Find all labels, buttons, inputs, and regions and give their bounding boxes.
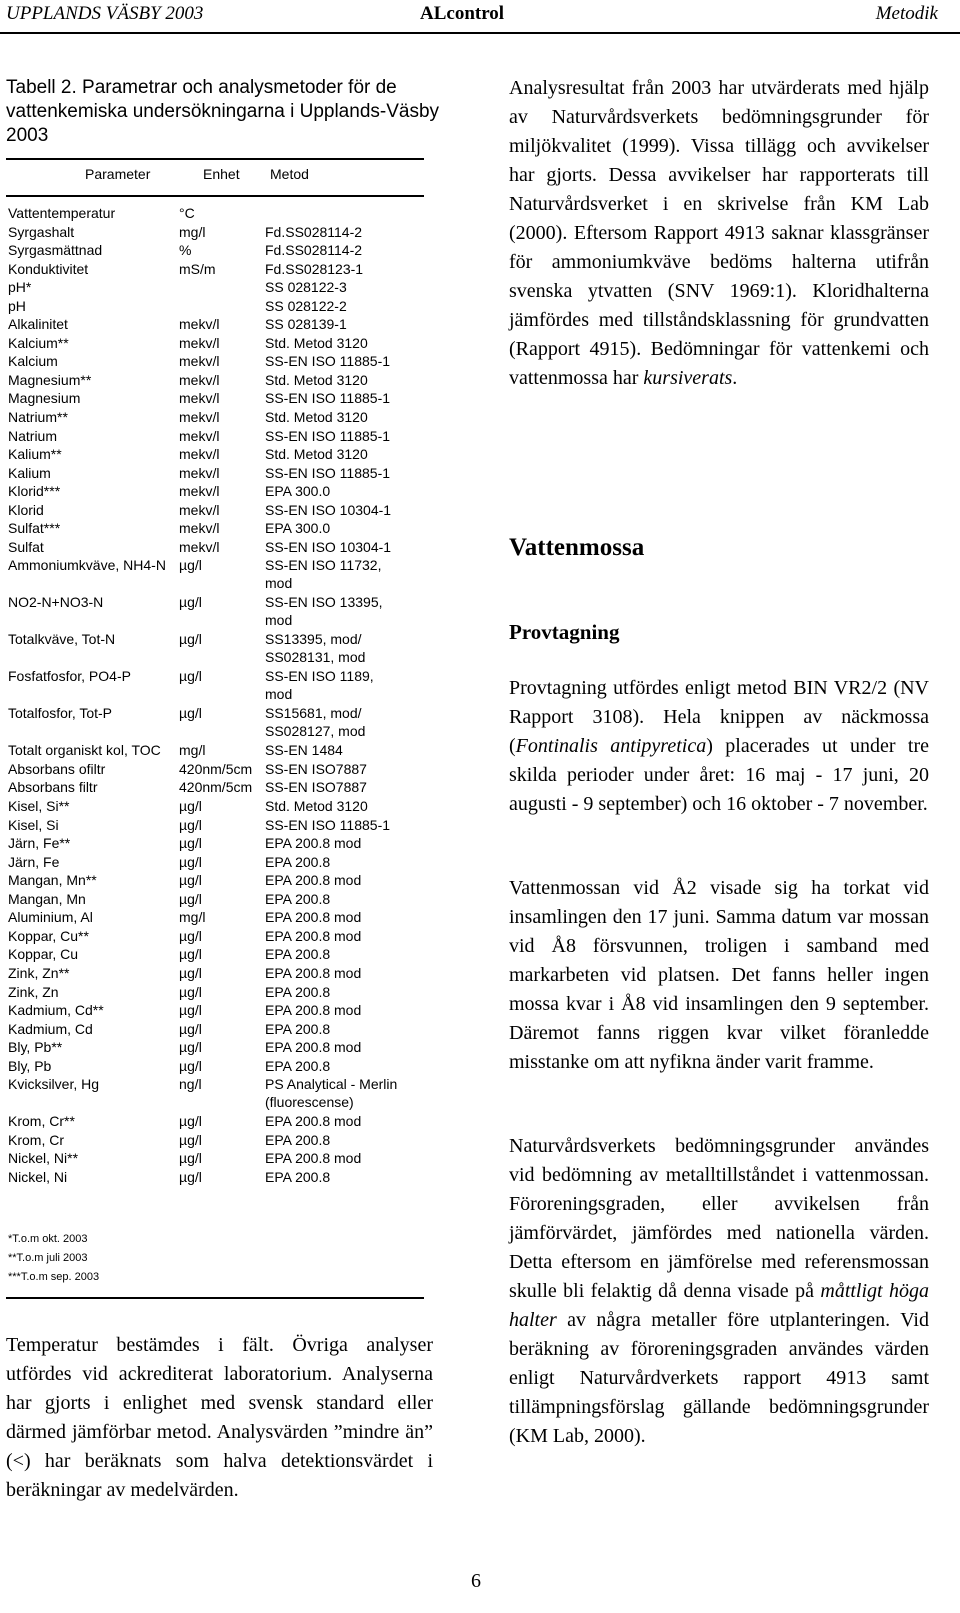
- table-row: [8, 1132, 438, 1151]
- method-cell: EPA 200.8: [265, 983, 331, 1000]
- table-row: [8, 316, 438, 335]
- param-cell: Kalcium: [8, 353, 58, 370]
- table-row: [8, 1058, 438, 1077]
- header-method: Metod: [270, 166, 309, 182]
- unit-cell: mekv/l: [179, 520, 220, 537]
- method-cell: SS13395, mod/: [265, 631, 362, 648]
- param-cell: Kisel, Si: [8, 816, 59, 833]
- unit-cell: mekv/l: [179, 409, 220, 426]
- table-row: [8, 909, 438, 928]
- param-cell: pH: [8, 297, 26, 314]
- method-cell: SS-EN ISO 13395,: [265, 594, 383, 611]
- method-cell: EPA 200.8: [265, 1057, 331, 1074]
- header-left: UPPLANDS VÄSBY 2003: [6, 3, 204, 24]
- intro-italic: kursiverats: [643, 367, 733, 389]
- method-cell: EPA 300.0: [265, 520, 331, 537]
- param-cell: Klorid: [8, 501, 44, 518]
- table-row: [8, 1002, 438, 1021]
- method-cell: Std. Metod 3120: [265, 446, 368, 463]
- unit-cell: mekv/l: [179, 390, 220, 407]
- table-row: [8, 965, 438, 984]
- table-row: [8, 1169, 438, 1188]
- unit-cell: °C: [179, 205, 195, 221]
- note: *T.o.m okt. 2003: [8, 1233, 88, 1245]
- unit-cell: µg/l: [179, 1057, 202, 1074]
- method-cell: EPA 200.8 mod: [265, 1113, 362, 1130]
- table-row: [8, 390, 438, 409]
- method-cell: SS-EN ISO 11885-1: [265, 816, 391, 833]
- intro-text: Analysresultat från 2003 har utvärderats med hjälp av Naturvårdsverkets bedömningsgrunder för miljökvalitet (1999). Vissa tillägg och avvikelser har gjorts. Dessa avvikelser har rapporterats till Naturvårdsverket i en skrivelse från KM Lab (2000). Eftersom Rapport 4913 saknar klassgränser för ammoniumkväve bedöms halterna utifrån svenska ytvatten (SNV 1969:1). Kloridhalterna jämfördes med tillståndsklassning för grundvatten (Rapport 4915). Bedömningar för vattenkemi och vattenmossa har: [509, 77, 929, 389]
- param-cell: Koppar, Cu**: [8, 927, 89, 944]
- param-cell: Mangan, Mn: [8, 890, 86, 907]
- method-cell: Std. Metod 3120: [265, 798, 368, 815]
- method-cell: EPA 200.8: [265, 1168, 331, 1185]
- param-cell: Järn, Fe**: [8, 835, 71, 852]
- param-cell: Totalfosfor, Tot-P: [8, 705, 113, 722]
- table-bottom-rule: [6, 1297, 424, 1299]
- param-cell: Magnesium: [8, 390, 81, 407]
- table-row: [8, 798, 438, 817]
- method-cell: EPA 200.8: [265, 890, 331, 907]
- method-cell: SS 028122-2: [265, 297, 347, 314]
- table-row: [8, 242, 438, 261]
- method-cell: EPA 200.8 mod: [265, 872, 362, 889]
- method-cell: Fd.SS028114-2: [265, 223, 363, 240]
- p1-italic: Fontinalis antipyretica: [515, 735, 707, 757]
- table-notes: [8, 1230, 99, 1287]
- table-row: [8, 372, 438, 391]
- table-row: [8, 261, 438, 280]
- p3-a: Naturvårdsverkets bedömningsgrunder användes vid bedömning av metalltillståndet i vattenmossan. Föroreningsgraden, eller avvikelsen från jämförvärdet, jämfördes med nationella värden. Detta eftersom en jämförelse med referensmossan skulle bli felaktig då denna visade på: [509, 1135, 929, 1302]
- moss-paragraph: Vattenmossan vid Å2 visade sig ha torkat vid insamlingen den 17 juni. Samma datum var mossan vid Å8 försvunnen, troligen i samband med markarbeten vid platsen. Det fanns heller ingen mossa kvar i Å8 vid insamlingen den 9 september. Däremot fanns riggen kvar vilket föranledde misstanke om att nyfikna änder varit framme.: [509, 877, 929, 1073]
- table-row: [8, 835, 438, 854]
- page-header: [0, 0, 960, 34]
- unit-cell: mg/l: [179, 909, 206, 926]
- param-cell: Krom, Cr**: [8, 1113, 75, 1130]
- method-cell: EPA 200.8 mod: [265, 1002, 362, 1019]
- method-cell: Fd.SS028123-1: [265, 260, 364, 277]
- method-cell: SS 028122-3: [265, 279, 347, 296]
- method-cell: SS-EN ISO 11885-1: [265, 427, 391, 444]
- p3-b: av några metaller före utplanteringen. Vid beräkning av föroreningsgraden användes värden enligt Naturvårdverkets rapport 4913 samt tillämpningsförslag gällande bedömningsgrunder (KM Lab, 2000).: [509, 1309, 929, 1447]
- method-cell: EPA 300.0: [265, 483, 331, 500]
- parameter-table: [8, 205, 438, 1187]
- intro-end: .: [732, 367, 738, 389]
- param-cell: Natrium: [8, 427, 58, 444]
- method-cell: SS-EN ISO 11885-1: [265, 390, 391, 407]
- param-cell: pH*: [8, 279, 32, 296]
- sampling-paragraph: [509, 674, 929, 819]
- unit-cell: µg/l: [179, 631, 202, 648]
- method-cell: SS15681, mod/: [265, 705, 362, 722]
- table-top-rule: [6, 158, 424, 160]
- unit-cell: µg/l: [179, 557, 202, 574]
- unit-cell: µg/l: [179, 798, 202, 815]
- param-cell: Kisel, Si**: [8, 798, 70, 815]
- unit-cell: µg/l: [179, 1002, 202, 1019]
- table-row: [8, 224, 438, 243]
- param-cell: Krom, Cr: [8, 1131, 64, 1148]
- table-row: [8, 631, 438, 668]
- method-cell-cont: SS028127, mod: [265, 723, 366, 740]
- method-cell-cont: mod: [265, 686, 293, 703]
- note: ***T.o.m sep. 2003: [8, 1271, 100, 1283]
- table-row: [8, 335, 438, 354]
- table-row: [8, 520, 438, 539]
- table-row: [8, 539, 438, 558]
- table-row: [8, 742, 438, 761]
- table-row: [8, 946, 438, 965]
- param-cell: Nickel, Ni: [8, 1168, 68, 1185]
- method-cell: SS-EN ISO 11732,: [265, 557, 382, 574]
- unit-cell: mekv/l: [179, 501, 220, 518]
- param-cell: Kalium**: [8, 446, 62, 463]
- unit-cell: µg/l: [179, 927, 202, 944]
- param-cell: Fosfatfosfor, PO4-P: [8, 668, 131, 685]
- method-cell: EPA 200.8: [265, 1020, 331, 1037]
- param-cell: Klorid***: [8, 483, 61, 500]
- table-row: [8, 409, 438, 428]
- header-unit: Enhet: [203, 166, 240, 182]
- param-cell: NO2-N+NO3-N: [8, 594, 104, 611]
- table-row: [8, 557, 438, 594]
- method-cell: SS 028139-1: [265, 316, 347, 333]
- unit-cell: µg/l: [179, 964, 202, 981]
- param-cell: Totalt organiskt kol, TOC: [8, 742, 161, 759]
- method-cell: EPA 200.8 mod: [265, 909, 362, 926]
- unit-cell: 420nm/5cm: [179, 779, 253, 796]
- param-cell: Bly, Pb: [8, 1057, 52, 1074]
- unit-cell: mekv/l: [179, 446, 220, 463]
- unit-cell: mekv/l: [179, 334, 220, 351]
- table-caption: Tabell 2. Parametrar och analysmetoder för de vattenkemiska undersökningarna i Upplands-Väsby 2003: [6, 77, 440, 146]
- table-row: [8, 761, 438, 780]
- param-cell: Kvicksilver, Hg: [8, 1076, 100, 1093]
- table-row: [8, 465, 438, 484]
- unit-cell: mg/l: [179, 742, 206, 759]
- table-row: [8, 205, 438, 224]
- table-row: [8, 1039, 438, 1058]
- unit-cell: µg/l: [179, 1131, 202, 1148]
- table-row: [8, 1076, 438, 1113]
- unit-cell: µg/l: [179, 1150, 202, 1167]
- unit-cell: µg/l: [179, 705, 202, 722]
- param-cell: Natrium**: [8, 409, 68, 426]
- method-cell: EPA 200.8 mod: [265, 927, 362, 944]
- method-cell: EPA 200.8: [265, 853, 331, 870]
- method-cell: SS-EN ISO7887: [265, 779, 367, 796]
- assessment-paragraph: [509, 1132, 929, 1451]
- method-cell: Std. Metod 3120: [265, 334, 368, 351]
- unit-cell: µg/l: [179, 853, 202, 870]
- param-cell: Syrgashalt: [8, 223, 75, 240]
- page-number: 6: [471, 1570, 481, 1592]
- method-cell: EPA 200.8 mod: [265, 835, 362, 852]
- method-cell: EPA 200.8 mod: [265, 1150, 362, 1167]
- param-cell: Absorbans filtr: [8, 779, 98, 796]
- param-cell: Aluminium, Al: [8, 909, 93, 926]
- param-cell: Syrgasmättnad: [8, 242, 103, 259]
- table-row: [8, 1021, 438, 1040]
- param-cell: Ammoniumkväve, NH4-N: [8, 557, 166, 574]
- table-row: [8, 854, 438, 873]
- table-row: [8, 1150, 438, 1169]
- header-center: ALcontrol: [420, 3, 505, 24]
- method-cell: EPA 200.8 mod: [265, 964, 362, 981]
- table-row: [8, 872, 438, 891]
- table-row: [8, 279, 438, 298]
- param-cell: Sulfat: [8, 538, 44, 555]
- method-cell: SS-EN ISO 10304-1: [265, 538, 392, 555]
- method-paragraph: Temperatur bestämdes i fält. Övriga analyser utfördes vid ackrediterat laboratorium. Analyserna har gjorts i enlighet med svensk standard eller därmed jämförbar metod. Analysvärden ”mindre än” (<) har beräknats som halva detektionsvärdet i beräkningar av medelvärden.: [6, 1334, 433, 1501]
- table-row: [8, 705, 438, 742]
- table-row: [8, 668, 438, 705]
- table-row: [8, 984, 438, 1003]
- table-row: [8, 817, 438, 836]
- param-cell: Kadmium, Cd: [8, 1020, 93, 1037]
- header-right: Metodik: [875, 3, 938, 24]
- table-row: [8, 1113, 438, 1132]
- p3-italic: måttligt höga halter: [509, 1280, 929, 1331]
- unit-cell: %: [179, 242, 192, 259]
- method-cell: SS-EN ISO 11885-1: [265, 464, 391, 481]
- unit-cell: µg/l: [179, 872, 202, 889]
- unit-cell: mS/m: [179, 260, 216, 277]
- table-row: [8, 594, 438, 631]
- param-cell: Alkalinitet: [8, 316, 68, 333]
- param-cell: Kalcium**: [8, 334, 69, 351]
- unit-cell: µg/l: [179, 1039, 202, 1056]
- method-cell-cont: (fluorescense): [265, 1094, 354, 1111]
- param-cell: Kalium: [8, 464, 51, 481]
- method-cell-cont: SS028131, mod: [265, 649, 366, 666]
- unit-cell: mg/l: [179, 223, 206, 240]
- table-row: [8, 298, 438, 317]
- unit-cell: mekv/l: [179, 316, 220, 333]
- intro-paragraph: [509, 74, 929, 393]
- unit-cell: ng/l: [179, 1076, 202, 1093]
- method-cell: SS-EN ISO7887: [265, 760, 367, 777]
- param-cell: Nickel, Ni**: [8, 1150, 79, 1167]
- param-cell: Konduktivitet: [8, 260, 89, 277]
- unit-cell: µg/l: [179, 594, 202, 611]
- method-cell: SS-EN ISO 10304-1: [265, 501, 392, 518]
- param-cell: Bly, Pb**: [8, 1039, 63, 1056]
- table-row: [8, 891, 438, 910]
- unit-cell: mekv/l: [179, 427, 220, 444]
- note: **T.o.m juli 2003: [8, 1252, 88, 1264]
- unit-cell: mekv/l: [179, 353, 220, 370]
- method-cell: EPA 200.8: [265, 1131, 331, 1148]
- unit-cell: µg/l: [179, 835, 202, 852]
- param-cell: Sulfat***: [8, 520, 61, 537]
- unit-cell: mekv/l: [179, 483, 220, 500]
- unit-cell: mekv/l: [179, 371, 220, 388]
- unit-cell: 420nm/5cm: [179, 760, 253, 777]
- method-cell-cont: mod: [265, 612, 293, 629]
- param-cell: Kadmium, Cd**: [8, 1002, 104, 1019]
- param-cell: Absorbans ofiltr: [8, 760, 106, 777]
- param-cell: Järn, Fe: [8, 853, 60, 870]
- table-row: [8, 779, 438, 798]
- table-header-rule: [6, 195, 424, 197]
- table-row: [8, 928, 438, 947]
- param-cell: Koppar, Cu: [8, 946, 79, 963]
- section-heading: Vattenmossa: [509, 534, 645, 561]
- method-cell-cont: mod: [265, 575, 293, 592]
- unit-cell: mekv/l: [179, 538, 220, 555]
- param-cell: Zink, Zn: [8, 983, 59, 1000]
- param-cell: Magnesium**: [8, 371, 92, 388]
- unit-cell: µg/l: [179, 890, 202, 907]
- unit-cell: µg/l: [179, 1113, 202, 1130]
- method-cell: Fd.SS028114-2: [265, 242, 363, 259]
- table-row: [8, 353, 438, 372]
- unit-cell: µg/l: [179, 668, 202, 685]
- method-cell: PS Analytical - Merlin: [265, 1076, 398, 1093]
- method-cell: Std. Metod 3120: [265, 371, 368, 388]
- p1-b: ) placerades ut under tre skilda perioder under året: 16 maj - 17 juni, 20 augusti - 9 september) och 16 oktober - 7 november.: [509, 735, 930, 815]
- table-row: [8, 446, 438, 465]
- method-cell: SS-EN ISO 1189,: [265, 668, 374, 685]
- table-row: [8, 483, 438, 502]
- p1-a: Provtagning utfördes enligt metod BIN VR2/2 (NV Rapport 3108). Hela knippen av näckmossa (: [509, 677, 929, 757]
- unit-cell: µg/l: [179, 946, 202, 963]
- unit-cell: µg/l: [179, 1020, 202, 1037]
- param-cell: Totalkväve, Tot-N: [8, 631, 116, 648]
- param-cell: Mangan, Mn**: [8, 872, 97, 889]
- param-cell: Zink, Zn**: [8, 964, 70, 981]
- subsection-heading: Provtagning: [509, 620, 620, 644]
- param-cell: Vattentemperatur: [8, 205, 116, 221]
- method-cell: SS-EN ISO 11885-1: [265, 353, 391, 370]
- unit-cell: µg/l: [179, 816, 202, 833]
- method-cell: Std. Metod 3120: [265, 409, 368, 426]
- unit-cell: µg/l: [179, 1168, 202, 1185]
- method-cell: EPA 200.8 mod: [265, 1039, 362, 1056]
- header-parameter: Parameter: [85, 166, 151, 182]
- unit-cell: mekv/l: [179, 464, 220, 481]
- method-cell: EPA 200.8: [265, 946, 331, 963]
- table-row: [8, 502, 438, 521]
- unit-cell: µg/l: [179, 983, 202, 1000]
- table-row: [8, 428, 438, 447]
- method-cell: SS-EN 1484: [265, 742, 343, 759]
